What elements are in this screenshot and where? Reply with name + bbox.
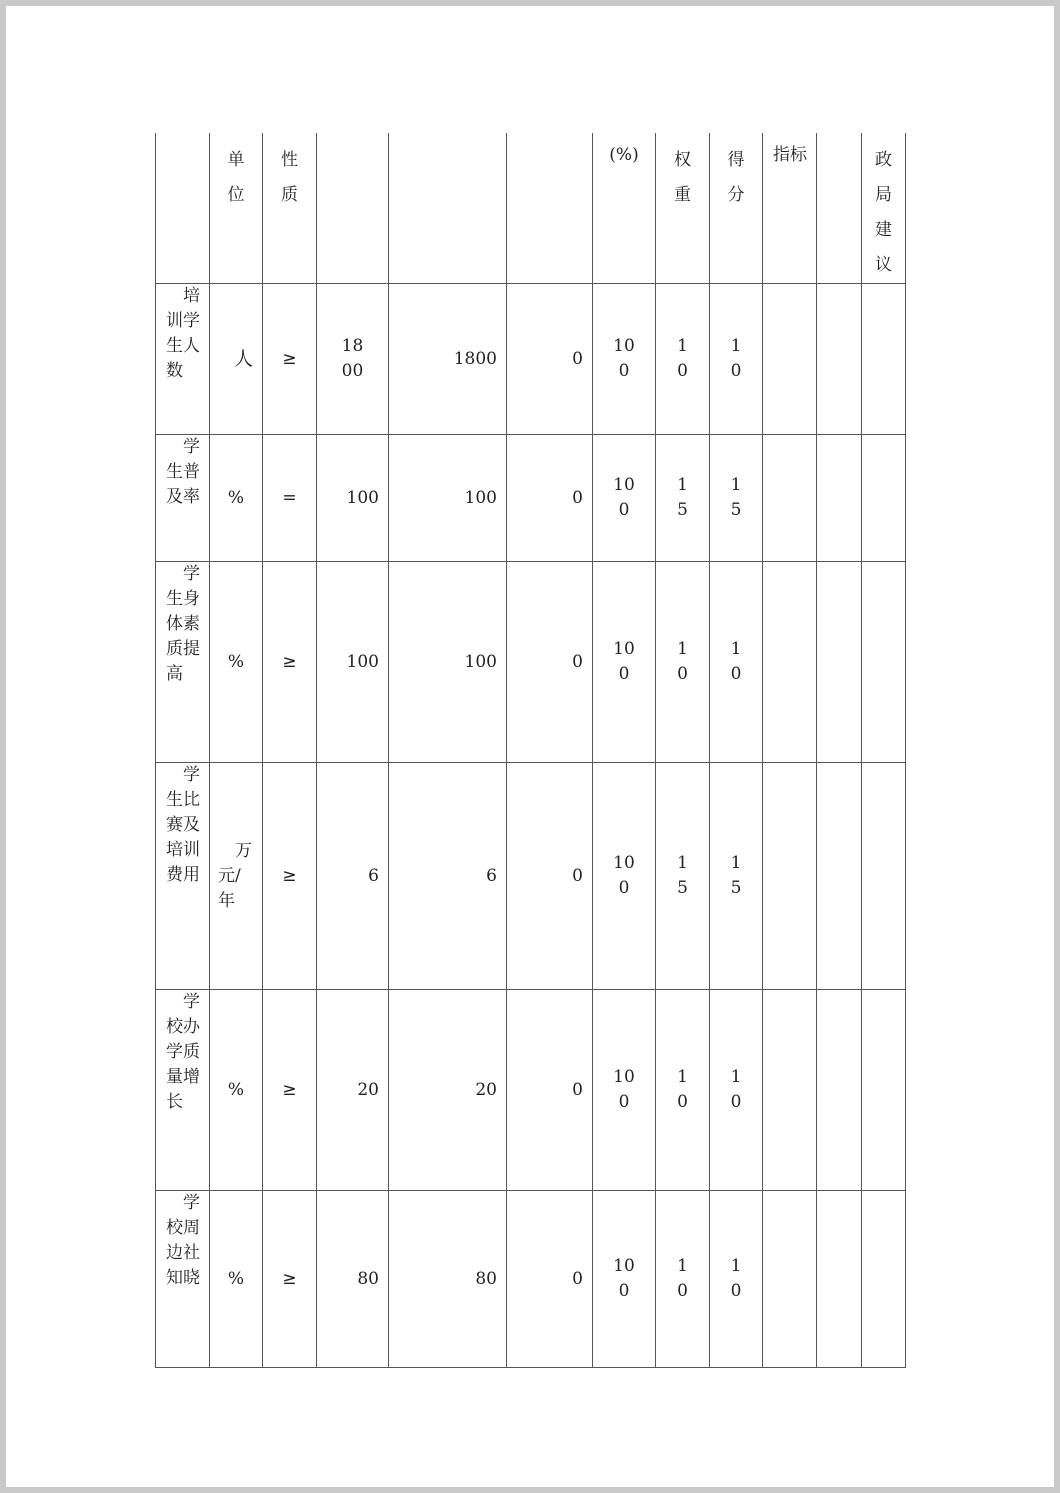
diff-cell: 0 — [507, 1191, 593, 1368]
header-cell-unit: 单位 — [210, 133, 263, 284]
weight-cell: 10 — [656, 562, 710, 763]
diff-cell: 0 — [507, 435, 593, 562]
header-cell-nature: 性质 — [263, 133, 317, 284]
document-page — [6, 6, 1054, 1487]
table-row — [156, 763, 906, 990]
operator-cell: ≥ — [263, 763, 317, 990]
header-cell-weight: 权重 — [656, 133, 710, 284]
actual-cell: 100 — [389, 562, 507, 763]
header-cell-score: 得分 — [710, 133, 763, 284]
unit-cell: % — [210, 435, 263, 562]
percent-cell: 100 — [593, 284, 656, 435]
weight-cell: 15 — [656, 763, 710, 990]
weight-cell: 10 — [656, 990, 710, 1191]
diff-cell: 0 — [507, 284, 593, 435]
weight-cell: 15 — [656, 435, 710, 562]
percent-cell: 100 — [593, 990, 656, 1191]
unit-cell: % — [210, 990, 263, 1191]
percent-cell: 100 — [593, 1191, 656, 1368]
unit-cell: % — [210, 1191, 263, 1368]
score-cell: 10 — [710, 1191, 763, 1368]
score-cell: 10 — [710, 284, 763, 435]
score-cell: 10 — [710, 990, 763, 1191]
empty-cell — [763, 990, 817, 1191]
operator-cell: ≥ — [263, 1191, 317, 1368]
header-cell-suggestion: 政局建议 — [862, 133, 906, 284]
indicator-name: 学校周边社知晓 — [156, 1191, 210, 1368]
percent-cell: 100 — [593, 763, 656, 990]
percent-cell: 100 — [593, 562, 656, 763]
header-cell-1 — [156, 133, 210, 284]
header-cell-4 — [317, 133, 389, 284]
operator-cell: ≥ — [263, 562, 317, 763]
empty-cell — [817, 435, 862, 562]
target-cell: 100 — [317, 562, 389, 763]
unit-cell: % — [210, 562, 263, 763]
header-cell-5 — [389, 133, 507, 284]
empty-cell — [817, 562, 862, 763]
actual-cell: 1800 — [389, 284, 507, 435]
actual-cell: 80 — [389, 1191, 507, 1368]
indicator-name: 学校办学质量增长 — [156, 990, 210, 1191]
actual-cell: 6 — [389, 763, 507, 990]
empty-cell — [862, 763, 906, 990]
empty-cell — [862, 284, 906, 435]
table-row — [156, 284, 906, 435]
diff-cell: 0 — [507, 990, 593, 1191]
diff-cell: 0 — [507, 763, 593, 990]
operator-cell: ≥ — [263, 284, 317, 435]
header-cell-6 — [507, 133, 593, 284]
target-cell: 6 — [317, 763, 389, 990]
indicator-name: 学生身体素质提高 — [156, 562, 210, 763]
empty-cell — [862, 1191, 906, 1368]
empty-cell — [817, 1191, 862, 1368]
indicator-name: 培训学生人数 — [156, 284, 210, 435]
diff-cell: 0 — [507, 562, 593, 763]
empty-cell — [763, 562, 817, 763]
weight-cell: 10 — [656, 1191, 710, 1368]
score-cell: 15 — [710, 763, 763, 990]
table-row — [156, 1191, 906, 1368]
indicator-name: 学生比赛及培训费用 — [156, 763, 210, 990]
empty-cell — [763, 284, 817, 435]
empty-cell — [862, 562, 906, 763]
unit-cell: 人 — [210, 284, 263, 435]
table-header-row — [156, 133, 906, 284]
target-cell: 80 — [317, 1191, 389, 1368]
target-cell: 100 — [317, 435, 389, 562]
table-row — [156, 435, 906, 562]
empty-cell — [817, 990, 862, 1191]
empty-cell — [862, 990, 906, 1191]
empty-cell — [862, 435, 906, 562]
table-row — [156, 562, 906, 763]
weight-cell: 10 — [656, 284, 710, 435]
empty-cell — [817, 284, 862, 435]
empty-cell — [817, 763, 862, 990]
operator-cell: ≥ — [263, 990, 317, 1191]
empty-cell — [763, 1191, 817, 1368]
score-cell: 15 — [710, 435, 763, 562]
empty-cell — [763, 435, 817, 562]
header-cell-11 — [817, 133, 862, 284]
operator-cell: = — [263, 435, 317, 562]
unit-cell: 万元/年 — [210, 763, 263, 990]
percent-cell: 100 — [593, 435, 656, 562]
header-cell-indicator: 指标 — [763, 133, 817, 284]
indicator-table — [155, 133, 906, 1368]
empty-cell — [763, 763, 817, 990]
target-cell: 20 — [317, 990, 389, 1191]
score-cell: 10 — [710, 562, 763, 763]
indicator-name: 学生普及率 — [156, 435, 210, 562]
header-cell-percent: (%) — [593, 133, 656, 284]
actual-cell: 20 — [389, 990, 507, 1191]
target-cell: 1800 — [317, 284, 389, 435]
actual-cell: 100 — [389, 435, 507, 562]
table-row — [156, 990, 906, 1191]
